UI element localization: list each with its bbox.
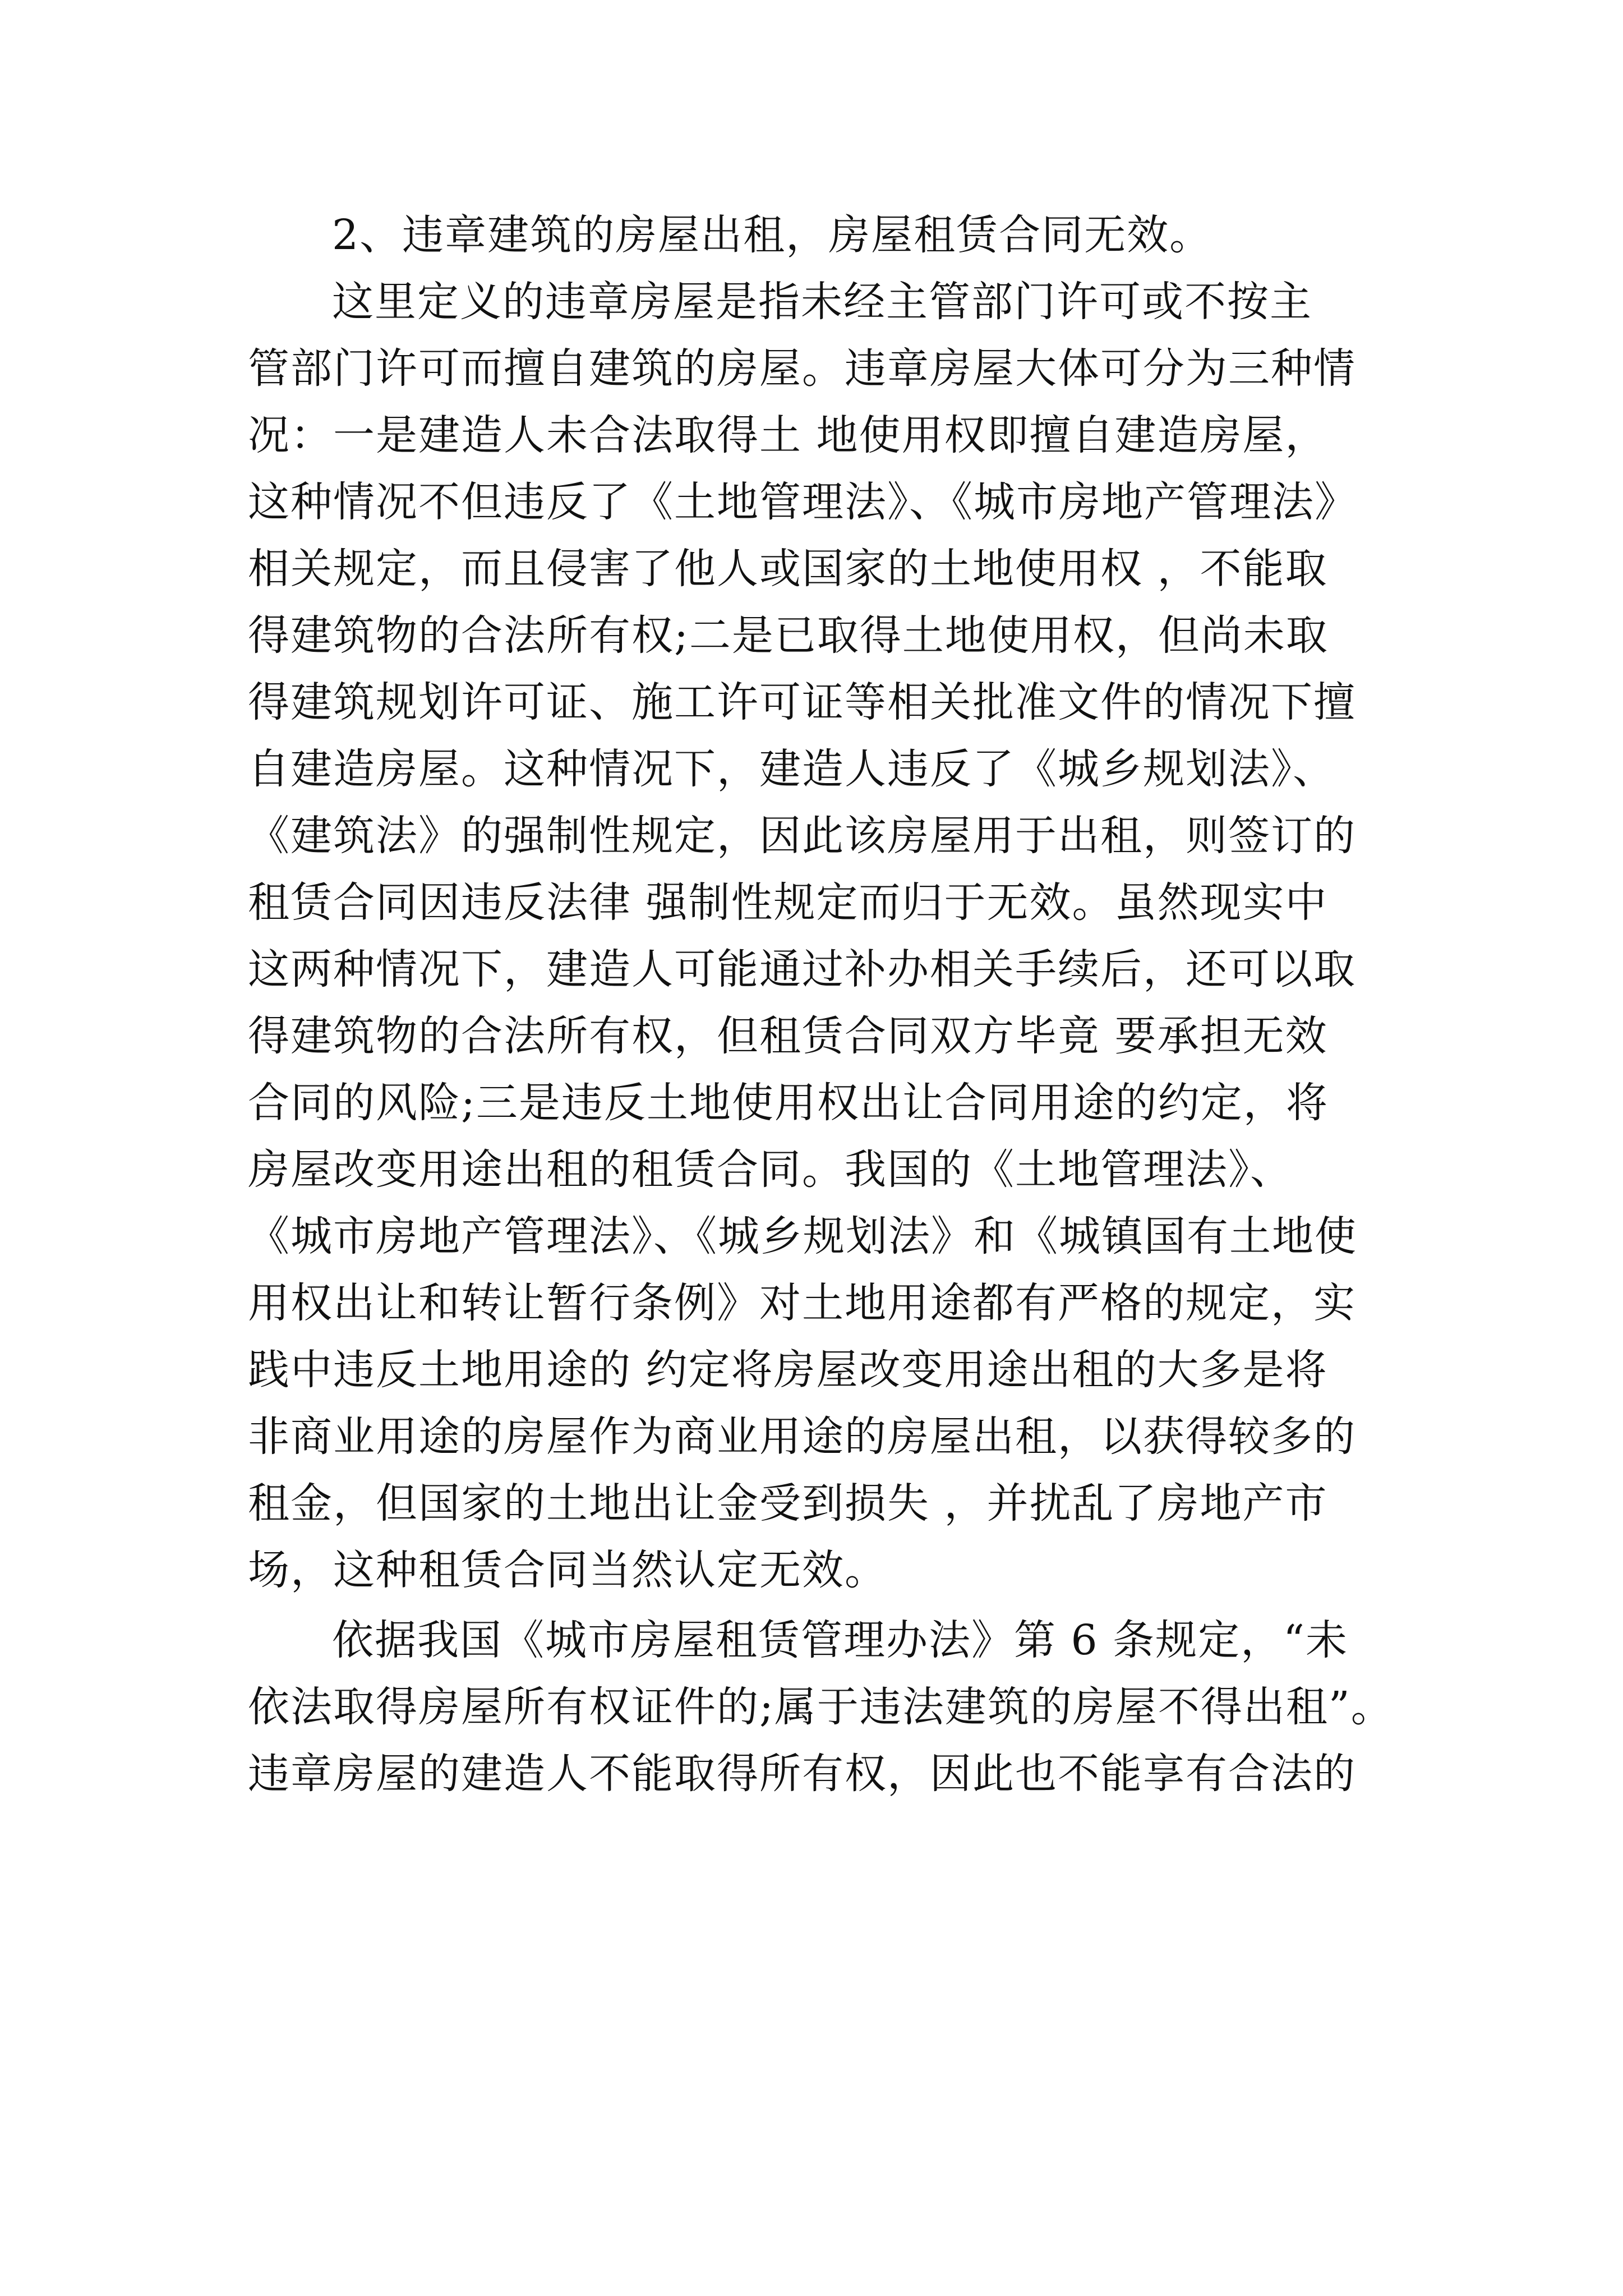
text-line: 这里定义的违章房屋是指未经主管部门许可或不按主: [332, 278, 1312, 326]
text-line: 2、违章建筑的房屋出租，房屋租赁合同无效。: [332, 211, 1212, 259]
text-line: 合同的风险;三是违反土地使用权出让合同用途的约定，将: [248, 1079, 1329, 1127]
text-line: 相关规定，而且侵害了他人或国家的土地使用权 ，不能取: [248, 545, 1328, 593]
text-line: 租赁合同因违反法律 强制性规定而归于无效。虽然现实中: [248, 878, 1328, 927]
text-line: 自建造房屋。这种情况下，建造人违反了《城乡规划法》、: [248, 745, 1335, 793]
text-line: 管部门许可而擅自建筑的房屋。违章房屋大体可分为三种情: [248, 344, 1356, 393]
paragraph: [248, 269, 1442, 1604]
text-line: 得建筑规划许可证、施工许可证等相关批准文件的情况下擅: [248, 678, 1356, 726]
text-line: 违章房屋的建造人不能取得所有权，因此也不能享有合法的: [248, 1750, 1356, 1798]
text-line: 《建筑法》的强制性规定，因此该房屋用于出租，则签订的: [248, 812, 1356, 860]
text-line: 场，这种租赁合同当然认定无效。: [248, 1546, 887, 1594]
text-line: 租金，但国家的土地出让金受到损失 ，并扰乱了房地产市: [248, 1479, 1328, 1527]
text-line: 《城市房地产管理法》、《城乡规划法》和《城镇国有土地使: [248, 1212, 1357, 1260]
text-line: 得建筑物的合法所有权;二是已取得土地使用权，但尚未取: [248, 611, 1329, 660]
body-text: [248, 202, 1442, 1807]
text-line: 这两种情况下，建造人可能通过补办相关手续后，还可以取: [248, 945, 1356, 993]
text-line: 得建筑物的合法所有权，但租赁合同双方毕竟 要承担无效: [248, 1012, 1328, 1060]
text-line: 践中违反土地用途的 约定将房屋改变用途出租的大多是将: [248, 1346, 1328, 1394]
text-line: 房屋改变用途出租的租赁合同。我国的《土地管理法》、: [248, 1145, 1293, 1194]
text-line: 这种情况不但违反了《土地管理法》、《城市房地产管理法》: [248, 478, 1357, 526]
paragraph: [248, 1607, 1442, 1807]
text-line: 用权出让和转让暂行条例》对土地用途都有严格的规定，实: [248, 1279, 1356, 1327]
text-line: 况：一是建造人未合法取得土 地使用权即擅自建造房屋，: [248, 411, 1328, 459]
text-line: 依据我国《城市房屋租赁管理办法》第 6 条规定，“未: [332, 1616, 1348, 1664]
text-line: 依法取得房屋所有权证件的;属于违法建筑的房屋不得出租”。: [248, 1683, 1394, 1731]
paragraph-heading: [248, 202, 1442, 269]
text-line: 非商业用途的房屋作为商业用途的房屋出租，以获得较多的: [248, 1412, 1356, 1461]
